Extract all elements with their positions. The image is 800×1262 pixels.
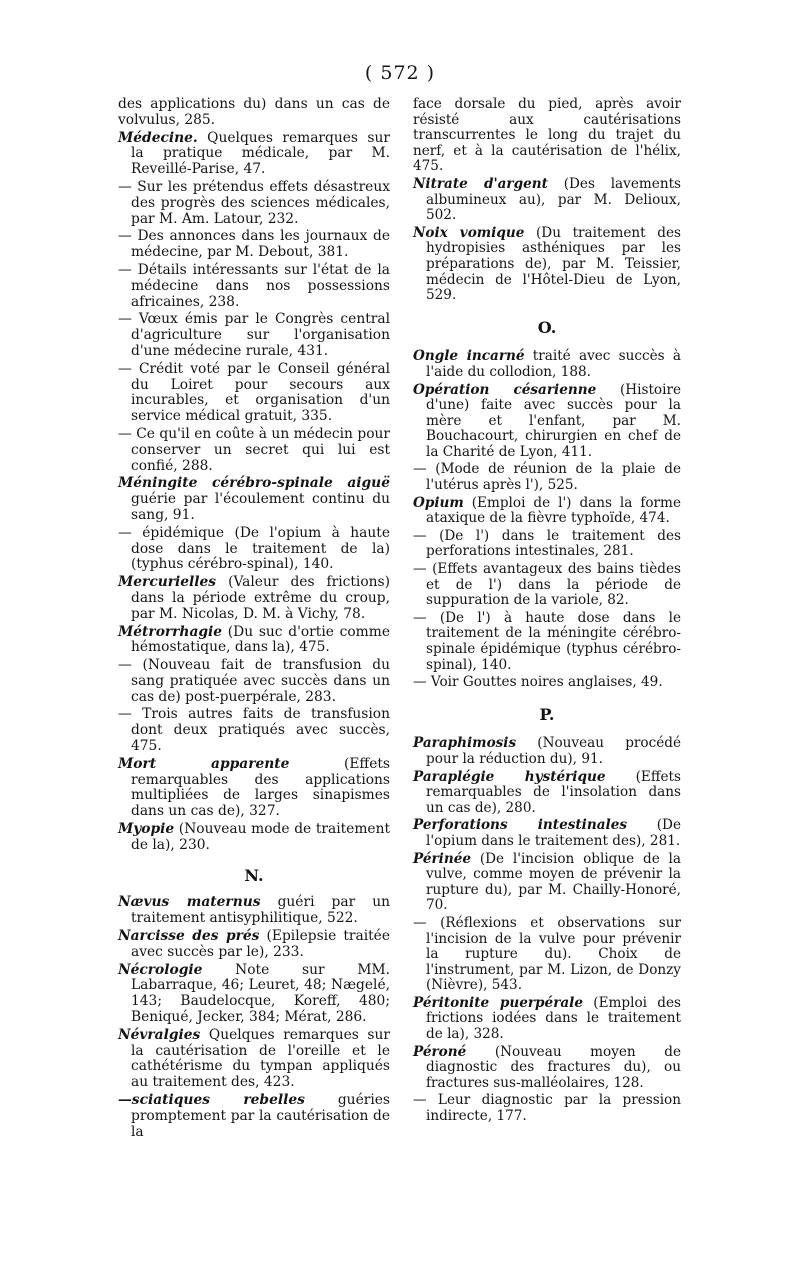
- index-entry-heading: Myopie: [118, 821, 175, 838]
- index-entry: [413, 736, 681, 767]
- index-entry-text: (Nouveau procédé pour la réduction du), 91.: [426, 735, 681, 767]
- index-entry: [118, 427, 390, 474]
- index-entry-text: (Emploi de l') dans la forme ataxique de la fièvre typhoïde, 474.: [426, 494, 681, 527]
- index-entry: [413, 852, 681, 914]
- index-entry: [118, 963, 390, 1026]
- index-entry: [413, 611, 681, 673]
- index-entry-text: guéri par un traitement antisyphilitique, 522.: [131, 894, 390, 927]
- index-entry-text: — Crédit voté par le Conseil général du Loiret pour secours aux incurables, et organisation d'un service médical gratuit, 335.: [118, 360, 390, 425]
- index-entry-text: — (De l') à haute dose dans le traitement de la méningite cérébro-spinale épidémique (typhus cérébro-spinal), 140.: [413, 609, 681, 673]
- index-entry: [118, 658, 390, 705]
- index-entry-text: — (De l') dans le traitement des perforations intestinales, 281.: [413, 527, 681, 560]
- index-entry-text: (Histoire d'une) faite avec succès pour la mère et l'enfant, par M. Bouchacourt, chirurgien en chef de la Charité de Lyon, 411.: [426, 381, 681, 460]
- index-entry-heading: Péritonite puerpérale: [413, 994, 583, 1011]
- index-entry-heading: Nécrologie: [118, 961, 203, 978]
- index-entry-heading: Métrorrhagie: [118, 623, 223, 640]
- index-entry: [118, 929, 390, 961]
- index-entry: [413, 349, 681, 380]
- index-column-right: [413, 97, 681, 1127]
- index-entry-text: face dorsale du pied, après avoir résisté aux cautérisations transcurrentes le long du trajet du nerf, et à la cautérisation de l'hélix, 475.: [413, 96, 681, 175]
- index-entry: [118, 131, 390, 178]
- index-entry: [118, 822, 390, 854]
- index-entry: [413, 226, 681, 304]
- index-entry-heading: Paraplégie hystérique: [413, 768, 606, 785]
- index-entry-text: (Effets remarquables de l'insolation dans un cas de), 280.: [426, 768, 681, 816]
- index-entry-heading: Mort apparente: [118, 755, 290, 772]
- index-entry-heading: —sciatiques rebelles: [118, 1092, 305, 1109]
- index-entry-text: (Des lavements albumineux au), par M. Delioux, 502.: [426, 175, 682, 224]
- index-entry: [413, 462, 681, 493]
- index-entry-text: Quelques remarques sur la pratique médicale, par M. Reveillé-Parise, 47.: [131, 129, 390, 178]
- index-entry-text: — Ce qu'il en coûte à un médecin pour conserver un secret qui lui est confié, 288.: [118, 425, 390, 474]
- index-entry-text: des applications du) dans un cas de volvulus, 285.: [118, 96, 390, 128]
- index-entry-text: (Valeur des frictions) dans la période extrême du croup, par M. Nicolas, D. M. à Vichy, 78.: [131, 574, 390, 622]
- index-entry-text: — Trois autres faits de transfusion dont deux pratiqués avec succès, 475.: [118, 706, 390, 755]
- index-entry-heading: Névralgies: [118, 1026, 201, 1043]
- index-entry-heading: Ongle incarné: [413, 348, 525, 365]
- index-entry-heading: Noix vomique: [413, 224, 525, 241]
- index-entry-heading: Médecine.: [118, 129, 198, 146]
- index-entry-heading: Mercurielles: [118, 574, 217, 591]
- index-entry-heading: Périnée: [413, 850, 472, 867]
- index-entry: [118, 97, 390, 129]
- index-entry: [413, 818, 681, 849]
- index-entry: [118, 476, 390, 523]
- index-entry-text: Quelques remarques sur la cautérisation de l'oreille et le cathétérisme du tympan appliqués au traitement des, 423.: [131, 1026, 390, 1091]
- index-entry-text: traité avec succès à l'aide du collodion, 188.: [426, 348, 682, 380]
- index-entry: [118, 312, 390, 359]
- index-entry: [118, 625, 390, 657]
- index-entry: [413, 996, 681, 1043]
- index-entry-text: (Du traitement des hydropisies asthéniques par les préparations de), par M. Teissier, médecin de l'Hôtel-Dieu de Lyon, 529.: [426, 224, 682, 304]
- index-entry: [413, 529, 681, 560]
- index-entry-text: — Vœux émis par le Congrès central d'agriculture sur l'organisation d'une médecine rurale, 431.: [118, 311, 390, 359]
- index-entry: [413, 496, 681, 527]
- index-entry-text: — (Mode de réunion de la plaie de l'utérus après l'), 525.: [413, 461, 681, 494]
- index-entry-text: — épidémique (De l'opium à haute dose dans le traitement de la) (typhus cérébro-spinal), 140.: [118, 524, 390, 573]
- index-entry: [118, 263, 390, 310]
- index-entry-text: — Voir Gouttes noires anglaises, 49.: [413, 674, 663, 691]
- index-entry-text: — Des annonces dans les journaux de médecine, par M. Debout, 381.: [118, 228, 390, 261]
- index-entry-text: guérie par l'écoulement continu du sang, 91.: [131, 491, 390, 523]
- index-entry-heading: Péroné: [413, 1043, 467, 1060]
- index-entry: [118, 362, 390, 425]
- index-entry: [413, 1045, 681, 1092]
- section-letter: O.: [537, 317, 557, 337]
- index-entry-text: — Détails intéressants sur l'état de la médecine dans nos possessions africaines, 238.: [118, 261, 390, 310]
- page-number: ( 572 ): [364, 62, 436, 84]
- index-entry-text: — (Réflexions et observations sur l'incision de la vulve pour prévenir la rupture du). Choix de l'instrument, par M. Lizon, de Donzy (Nièvre), 543.: [413, 914, 681, 994]
- index-entry: [118, 229, 390, 261]
- index-entry-heading: Narcisse des prés: [118, 928, 260, 945]
- index-entry: [413, 383, 681, 461]
- index-entry: [118, 757, 390, 820]
- index-entry-text: — Leur diagnostic par la pression indirecte, 177.: [413, 1092, 681, 1125]
- index-entry-heading: Paraphimosis: [413, 735, 517, 752]
- index-column-left: [118, 97, 390, 1142]
- index-entry: [118, 526, 390, 573]
- index-entry: [413, 675, 681, 691]
- index-entry-text: (Du suc d'ortie comme hémostatique, dans la), 475.: [131, 623, 390, 656]
- index-entry-heading: Opération césarienne: [413, 381, 597, 398]
- index-entry-text: (Epilepsie traitée avec succès par le), 233.: [131, 928, 390, 960]
- index-entry-heading: Opium: [413, 494, 464, 511]
- index-entry-text: (Nouveau mode de traitement de la), 230.: [131, 821, 390, 853]
- index-entry: [118, 707, 390, 754]
- index-entry-heading: Méningite cérébro-spinale aiguë: [118, 475, 390, 492]
- index-entry-heading: Perforations intestinales: [413, 817, 627, 834]
- index-entry: [118, 895, 390, 927]
- index-entry-text: (De l'opium dans le traitement des), 281.: [426, 817, 681, 849]
- index-entry-text: (Emploi des frictions iodées dans le traitement de la), 328.: [426, 994, 681, 1043]
- index-entry-text: (De l'incision oblique de la vulve, comme moyen de prévenir la rupture du), par M. Chailly-Honoré, 70.: [426, 850, 681, 914]
- index-entry: [413, 97, 681, 175]
- index-entry-text: — (Effets avantageux des bains tièdes et de l') dans la période de suppuration de la variole, 82.: [413, 561, 681, 609]
- index-entry-heading: Nitrate d'argent: [413, 175, 548, 192]
- index-entry-text: (Nouveau moyen de diagnostic des fractures du), ou fractures sus-malléolaires, 128.: [426, 1043, 681, 1091]
- section-letter: P.: [539, 704, 555, 724]
- index-entry: [118, 1093, 390, 1140]
- index-entry: [413, 1093, 681, 1124]
- index-entry-text: — (Nouveau fait de transfusion du sang pratiquée avec succès dans un cas de) post-puerpérale, 283.: [118, 657, 390, 705]
- index-entry: [118, 575, 390, 622]
- index-entry-heading: Nævus maternus: [118, 894, 261, 911]
- index-entry: [118, 1028, 390, 1091]
- index-entry: [413, 916, 681, 994]
- index-entry: [413, 177, 681, 224]
- index-entry-text: Note sur MM. Labarraque, 46; Leuret, 48; Nægelé, 143; Baudelocque, Koreff, 480; Beniqué, Jecker, 384; Mérat, 286.: [131, 961, 390, 1026]
- index-entry: [413, 770, 681, 817]
- index-entry-text: (Effets remarquables des applications multipliées de larges sinapismes dans un cas de), 327.: [131, 755, 391, 820]
- index-entry: [118, 180, 390, 227]
- index-entry: [413, 562, 681, 609]
- index-entry-text: guéries promptement par la cautérisation de la: [131, 1092, 390, 1140]
- index-entry-text: — Sur les prétendus effets désastreux des progrès des sciences médicales, par M. Am. Latour, 232.: [118, 178, 390, 227]
- section-letter: N.: [244, 865, 264, 885]
